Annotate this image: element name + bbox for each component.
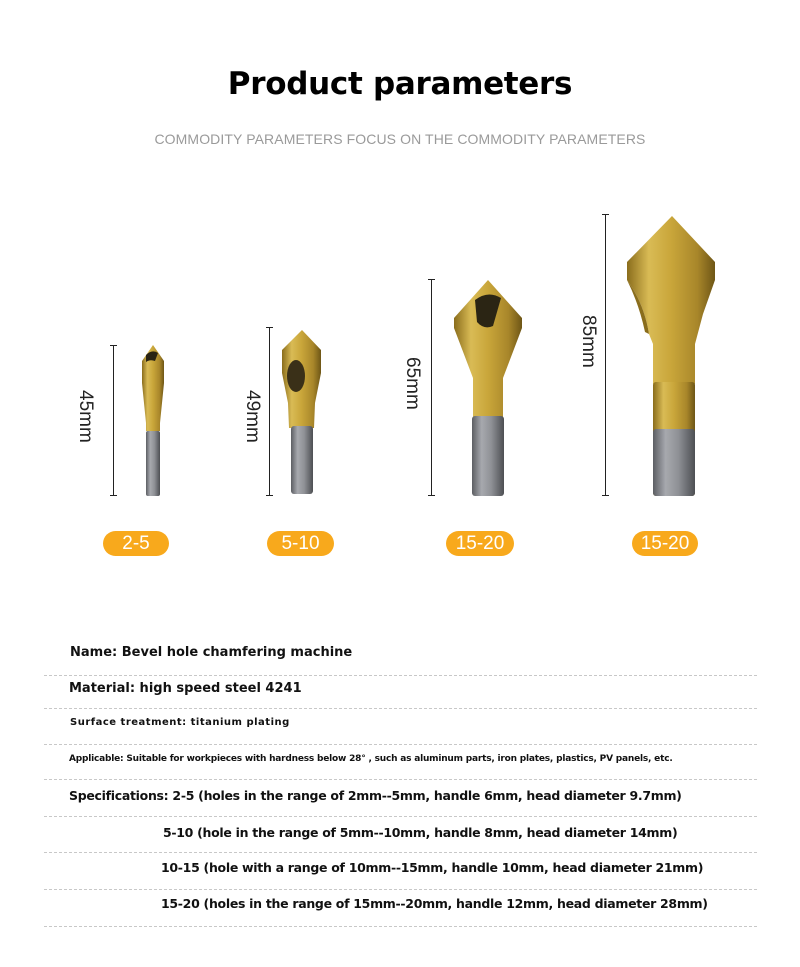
- divider: [44, 816, 757, 817]
- dimension-line-45mm: [113, 345, 114, 496]
- divider: [44, 926, 757, 927]
- divider: [44, 675, 757, 676]
- divider: [44, 779, 757, 780]
- divider: [44, 852, 757, 853]
- page-subtitle: COMMODITY PARAMETERS FOCUS ON THE COMMODITY PARAMETERS: [154, 131, 646, 147]
- size-badge-2-5: 2-5: [103, 531, 169, 556]
- size-badge-5-10: 5-10: [267, 531, 334, 556]
- param-spec-10-15: 10-15 (hole with a range of 10mm--15mm, handle 10mm, head diameter 21mm): [161, 860, 704, 875]
- drill-bit-15-20-image: [625, 214, 719, 498]
- size-badge-15-20: 15-20: [632, 531, 698, 556]
- dimension-line-49mm: [269, 327, 270, 496]
- param-spec-2-5: Specifications: 2-5 (holes in the range of 2mm--5mm, handle 6mm, head diameter 9.7mm): [69, 788, 682, 803]
- size-badge-10-15: 15-20: [446, 531, 514, 556]
- length-label: 65mm: [402, 357, 423, 410]
- param-material: Material: high speed steel 4241: [69, 681, 302, 696]
- drill-bit-5-10-image: [279, 328, 325, 498]
- dimension-line-65mm: [431, 279, 432, 496]
- divider: [44, 744, 757, 745]
- drill-bit-2-5-image: [135, 343, 171, 498]
- drill-bit-10-15-image: [451, 278, 525, 498]
- dimension-line-85mm: [605, 214, 606, 496]
- param-name: Name: Bevel hole chamfering machine: [70, 645, 353, 660]
- param-surface-treatment: Surface treatment: titanium plating: [70, 717, 290, 728]
- param-applicable: Applicable: Suitable for workpieces with hardness below 28° , such as aluminum parts, iron plates, plastics, PV panels, etc.: [69, 754, 673, 764]
- divider: [44, 708, 757, 709]
- length-label: 85mm: [578, 315, 599, 368]
- divider: [44, 889, 757, 890]
- param-spec-5-10: 5-10 (hole in the range of 5mm--10mm, handle 8mm, head diameter 14mm): [163, 825, 678, 840]
- length-label: 45mm: [75, 390, 96, 443]
- param-spec-15-20: 15-20 (holes in the range of 15mm--20mm, handle 12mm, head diameter 28mm): [161, 896, 708, 911]
- page-title: Product parameters: [227, 66, 573, 102]
- length-label: 49mm: [242, 390, 263, 443]
